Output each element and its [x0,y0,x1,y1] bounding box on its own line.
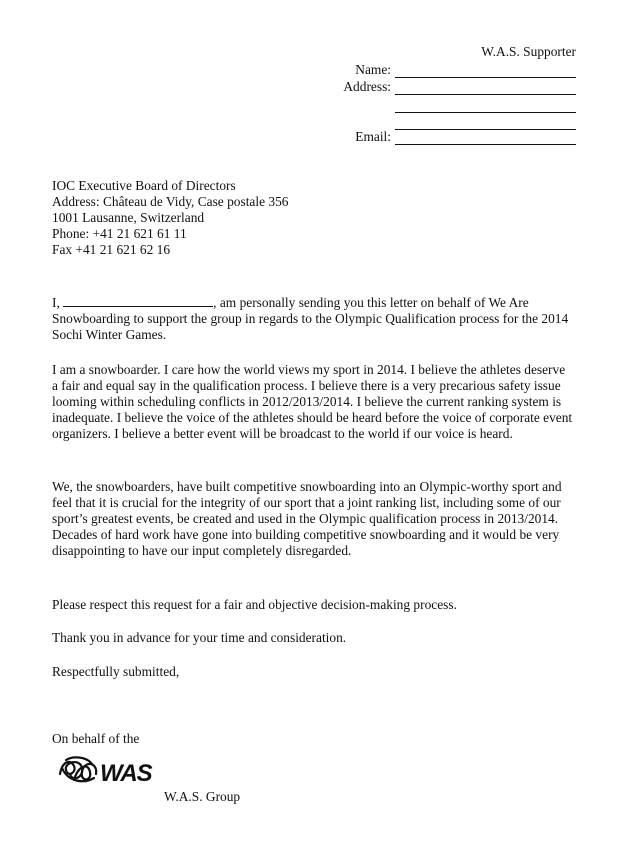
address-field-2[interactable] [395,97,576,113]
email-line[interactable] [395,130,576,145]
group-name: W.A.S. Group [164,789,241,804]
address-field[interactable] [343,79,576,95]
email-field[interactable] [355,129,576,145]
address-line-1[interactable] [395,80,576,95]
snowboarders-paragraph: We, the snowboarders, have built competitive snowboarding into an Olympic-worthy sport and feel that it is crucial for the integrity of our sport that a joint ranking list, including some of our sport’s greatest events, be created and used in the Olympic qualification process in 2013/2014. Decades of hard work have gone into building competitive snowboarding and it would be very disappointing to have our input completely disregarded. [52,479,562,558]
was-logo [56,754,160,788]
was-logo-text: WAS [100,760,152,787]
beliefs-paragraph: I am a snowboarder. I care how the world views my sport in 2014. I believe the athletes deserve a fair and equal say in the qualification process. I believe there is a very precarious safety issue looming within scheduling conflicts in 2012/2013/2014. I believe the current ranking system is inadequate. I believe the voice of the athletes should be heard before the voice of corporate event organizers. I believe a better event will be broadcast to the world if our voice is heard. [52,362,573,441]
recipient-line: Fax +41 21 621 62 16 [52,242,171,257]
recipient-line: IOC Executive Board of Directors [52,178,236,193]
thanks-paragraph: Thank you in advance for your time and consideration. [52,630,347,645]
intro-text: , am personally sending you this letter on behalf of We Are Snowboarding to support the group in regards to the Olympic Qualification process for the 2014 Sochi Winter Games. [52,295,569,342]
closing-line: Respectfully submitted, [52,664,180,679]
address-field-3[interactable] [395,114,576,130]
address-line-3[interactable] [395,115,576,130]
intro-prefix: I, [52,295,60,310]
intro-paragraph [52,294,574,343]
email-label: Email: [355,129,391,144]
name-field[interactable] [355,62,576,78]
address-line-2[interactable] [395,98,576,113]
recipient-line: Address: Château de Vidy, Case postale 356 [52,194,289,209]
recipient-address [52,178,288,258]
recipient-line: Phone: +41 21 621 61 11 [52,226,187,241]
recipient-line: 1001 Lausanne, Switzerland [52,210,205,225]
signer-name-blank[interactable] [63,294,213,307]
supporter-title: W.A.S. Supporter [481,44,576,59]
name-line[interactable] [395,63,576,78]
name-label: Name: [355,62,391,77]
behalf-line: On behalf of the [52,731,140,746]
address-label: Address: [343,79,391,94]
request-paragraph: Please respect this request for a fair and objective decision-making process. [52,597,457,612]
